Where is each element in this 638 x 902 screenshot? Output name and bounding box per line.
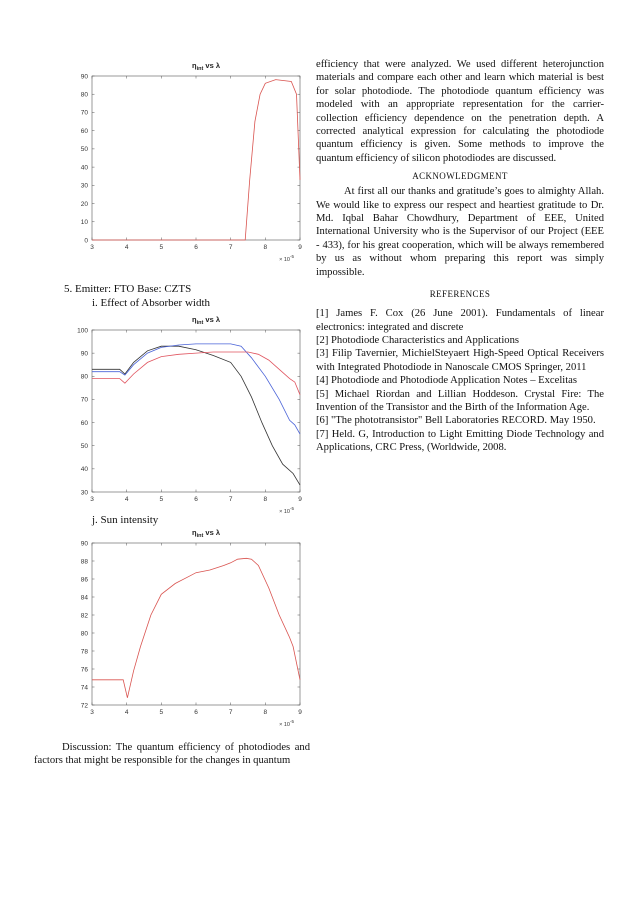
intro-paragraph: efficiency that were analyzed. We used different heterojunction materials and compare each other and learn which material is best for solar photodiode. The photodiode quantum efficiency was modeled with an appropriate representation for the carrier-collection efficiency dependence on the penetration depth. A corrected analytical expression for calculating the photodiode quantum efficiency is given. Some methods to improve the quantum efficiency of silicon photodiodes are discussed. — [316, 59, 604, 164]
y-tick-label: 90 — [80, 73, 88, 81]
chart-title-eta: η — [191, 528, 197, 537]
y-tick-label: 20 — [80, 200, 88, 208]
y-tick-label: 30 — [80, 489, 88, 497]
reference-2: [2] Photodiode Characteristics and Applications — [316, 334, 520, 346]
x-tick-label: 7 — [228, 496, 233, 503]
chart-sun — [70, 525, 310, 730]
chart-title-rest: vs λ — [203, 61, 221, 70]
reference-6: [6] "The phototransistor" Bell Laboratories RECORD. May 1950. — [316, 415, 596, 427]
y-tick-label: 10 — [80, 219, 88, 227]
chart-absorber-svg — [70, 312, 310, 517]
x-exponent-label — [279, 719, 294, 728]
y-tick-label: 84 — [80, 594, 88, 602]
y-tick-label: 90 — [80, 540, 88, 548]
x-tick-label: 9 — [298, 496, 302, 503]
x-exponent-power: -5 — [289, 506, 294, 511]
reference-7: [7] Held. G, Introduction to Light Emitting Diode Technology and Applications, CRC Press, (Worldwide, 2008. — [316, 428, 604, 454]
x-exponent-power: -5 — [289, 719, 294, 724]
chart-title-eta: η — [191, 315, 197, 324]
y-tick-label: 72 — [80, 702, 88, 710]
reference-3: [3] Filip Tavernier, MichielSteyaert High-Speed Optical Receivers with Integrated Photodiode in Nanoscale CMOS Springer, 2011 — [316, 348, 604, 373]
y-tick-label: 80 — [80, 630, 88, 638]
chart-title-rest: vs λ — [203, 315, 221, 324]
x-exponent-base: × 10 — [279, 257, 290, 263]
chart-title — [192, 315, 221, 326]
series-line-1 — [92, 346, 300, 485]
series-line-2 — [92, 344, 300, 434]
x-tick-label: 4 — [124, 244, 129, 251]
x-tick-label: 4 — [124, 709, 129, 716]
x-exponent-power: -5 — [289, 254, 294, 259]
reference-5: [5] Michael Riordan and Lillian Hoddeson. Crystal Fire: The Invention of the Transistor and the Birth of the Information Age. — [316, 388, 604, 413]
x-tick-label: 7 — [228, 244, 233, 251]
x-tick-label: 9 — [298, 244, 302, 251]
x-tick-label: 5 — [159, 496, 164, 503]
chart-absorber — [70, 312, 310, 517]
references-heading: REFERENCES — [429, 289, 491, 300]
discussion-paragraph: Discussion: The quantum efficiency of photodiodes and factors that might be responsible for the changes in quantum — [34, 742, 310, 767]
x-tick-label: 8 — [263, 244, 268, 251]
x-tick-label: 3 — [90, 496, 94, 503]
y-tick-label: 0 — [84, 237, 88, 245]
y-tick-label: 50 — [80, 146, 88, 154]
y-tick-label: 70 — [80, 109, 88, 117]
series-line-3 — [92, 352, 300, 395]
x-exponent-label — [279, 506, 294, 515]
x-tick-label: 6 — [194, 709, 198, 716]
y-tick-label: 78 — [80, 648, 88, 656]
section-item-j: j. Sun intensity — [92, 514, 159, 526]
y-tick-label: 100 — [77, 327, 88, 335]
acknowledgment-heading: ACKNOWLEDGMENT — [412, 171, 508, 182]
y-tick-label: 86 — [80, 576, 88, 584]
chart-title-sub: int — [196, 320, 204, 326]
chart-top-svg — [70, 58, 310, 268]
y-tick-label: 70 — [80, 396, 88, 404]
series-line-1 — [92, 80, 300, 240]
plot-frame — [92, 76, 300, 240]
x-tick-label: 8 — [263, 496, 268, 503]
x-tick-label: 6 — [194, 244, 198, 251]
x-tick-label: 4 — [124, 496, 129, 503]
y-tick-label: 60 — [80, 419, 88, 427]
y-tick-label: 60 — [80, 127, 88, 135]
y-tick-label: 74 — [80, 684, 88, 692]
reference-1: [1] James F. Cox (26 June 2001). Fundamentals of linear electronics: integrated and discrete — [316, 308, 604, 333]
x-tick-label: 5 — [159, 709, 164, 716]
section-item-i: i. Effect of Absorber width — [92, 297, 211, 309]
x-tick-label: 8 — [263, 709, 268, 716]
x-exponent-base: × 10 — [279, 509, 290, 515]
y-tick-label: 30 — [80, 182, 88, 190]
y-tick-label: 50 — [80, 443, 88, 451]
y-tick-label: 76 — [80, 666, 88, 674]
y-tick-label: 80 — [80, 373, 88, 381]
x-tick-label: 7 — [228, 709, 233, 716]
y-tick-label: 82 — [80, 612, 88, 620]
x-tick-label: 5 — [159, 244, 164, 251]
chart-title — [192, 528, 221, 539]
x-exponent-base: × 10 — [279, 722, 290, 728]
x-tick-label: 6 — [194, 496, 198, 503]
y-tick-label: 90 — [80, 350, 88, 358]
acknowledgment-paragraph: At first all our thanks and gratitude’s goes to almighty Allah. We would like to express our respect and heartiest gratitude to Dr. Md. Iqbal Bahar Chowdhury, Department of EEE, United International University who is the Supervisor of our Project (EEE - 433), for his great cooperation, which will be always remembered by us as without whom preparing this report was simply impossible. — [316, 186, 604, 278]
y-tick-label: 40 — [80, 164, 88, 172]
section-emitter-heading: 5. Emitter: FTO Base: CZTS — [64, 283, 192, 295]
reference-4: [4] Photodiode and Photodiode Application Notes – Excelitas — [316, 375, 577, 387]
y-tick-label: 80 — [80, 91, 88, 99]
chart-sun-svg — [70, 525, 310, 730]
plot-frame — [92, 330, 300, 492]
x-exponent-label — [279, 254, 294, 263]
chart-title — [192, 61, 221, 72]
x-tick-label: 9 — [298, 709, 302, 716]
y-tick-label: 40 — [80, 466, 88, 474]
right-column — [316, 58, 604, 455]
x-tick-label: 3 — [90, 709, 94, 716]
series-line-1 — [92, 558, 300, 698]
chart-top — [70, 58, 310, 268]
chart-title-rest: vs λ — [203, 528, 221, 537]
chart-title-eta: η — [191, 61, 197, 70]
x-tick-label: 3 — [90, 244, 94, 251]
chart-title-sub: int — [196, 533, 204, 539]
chart-title-sub: int — [196, 66, 204, 72]
y-tick-label: 88 — [80, 558, 88, 566]
